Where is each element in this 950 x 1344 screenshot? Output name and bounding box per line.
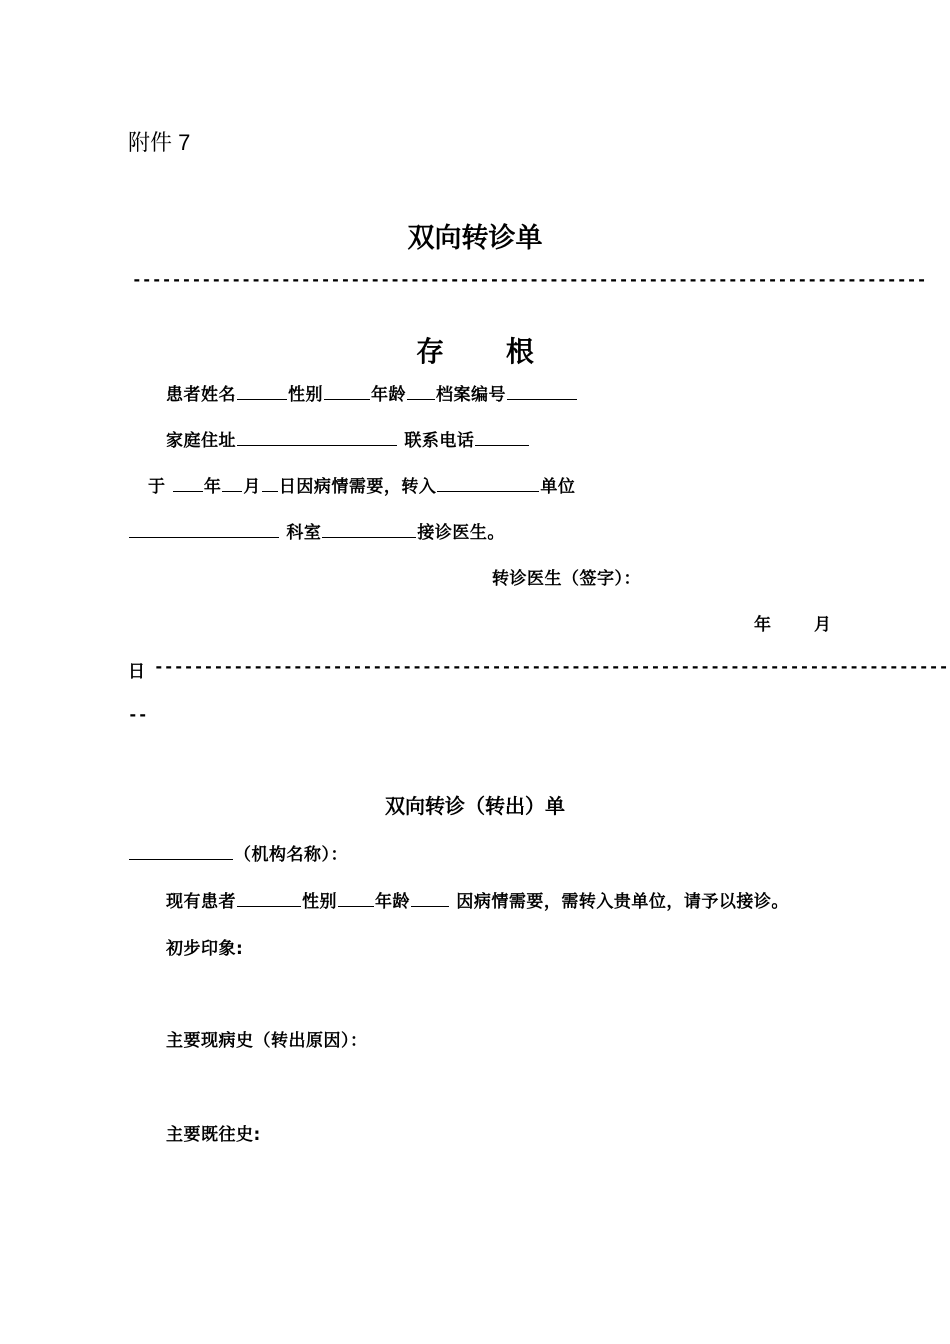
past-history-label: 主要既往史:: [166, 1125, 261, 1145]
institution-line: [128, 840, 348, 865]
stub-address-line: [166, 426, 530, 451]
stub-transfer-line: [148, 472, 575, 497]
gender-label: 性别: [288, 385, 323, 405]
year-label: 年: [203, 477, 222, 497]
main-title: 双向转诊单: [407, 223, 543, 254]
out-age-label: 年龄: [375, 892, 410, 912]
day-reason-label: 日因病情需要，转入: [278, 477, 437, 497]
month-blank[interactable]: [222, 473, 242, 492]
date-year-label: 年: [754, 615, 772, 635]
date-month-label: 月: [814, 615, 832, 635]
gender-blank[interactable]: [324, 381, 370, 400]
out-gender-blank[interactable]: [338, 888, 374, 907]
address-blank[interactable]: [237, 427, 397, 446]
now-patient-line: [166, 887, 789, 912]
receiving-doctor-label: 接诊医生。: [417, 523, 505, 543]
referral-out-title: 双向转诊（转出）单: [385, 794, 565, 818]
file-no-label: 档案编号: [436, 385, 506, 405]
attachment-label: 附件 7: [128, 130, 191, 155]
stub-dept-line: [128, 518, 505, 543]
institution-label: （机构名称）：: [234, 845, 348, 865]
stub-patient-line: [166, 380, 578, 405]
day-blank[interactable]: [262, 473, 278, 492]
on-label: 于: [148, 477, 166, 497]
out-gender-label: 性别: [302, 892, 337, 912]
hospital-blank[interactable]: [129, 519, 279, 538]
cut-line-top: --------------------------------------------------------------------------------: [132, 270, 927, 289]
address-label: 家庭住址: [166, 431, 236, 451]
institution-blank[interactable]: [129, 841, 233, 860]
out-patient-name-blank[interactable]: [237, 888, 301, 907]
date-day-label: 日: [128, 662, 146, 682]
now-patient-label: 现有患者: [166, 892, 236, 912]
age-label: 年龄: [371, 385, 406, 405]
patient-name-label: 患者姓名: [166, 385, 236, 405]
request-text: 因病情需要，需转入贵单位，请予以接诊。: [456, 892, 789, 912]
unit-blank[interactable]: [437, 473, 539, 492]
age-blank[interactable]: [407, 381, 435, 400]
month-label: 月: [243, 477, 261, 497]
patient-name-blank[interactable]: [237, 381, 287, 400]
dept-label: 科室: [286, 523, 322, 543]
stub-title: 存 根: [416, 335, 560, 368]
referring-doctor-signature: 转诊医生（签字）：: [492, 569, 641, 589]
cut-line-bottom-wrap: --: [128, 705, 148, 724]
phone-label: 联系电话: [404, 431, 475, 451]
present-history-label: 主要现病史（转出原因）：: [166, 1031, 368, 1051]
cut-line-bottom: --------------------------------------------------------------------------------: [154, 657, 949, 676]
dept-blank[interactable]: [322, 519, 416, 538]
initial-impression-label: 初步印象:: [166, 939, 244, 959]
unit-label: 单位: [540, 477, 576, 497]
year-blank[interactable]: [173, 473, 203, 492]
file-no-blank[interactable]: [507, 381, 577, 400]
phone-blank[interactable]: [475, 427, 529, 446]
out-age-blank[interactable]: [411, 888, 449, 907]
